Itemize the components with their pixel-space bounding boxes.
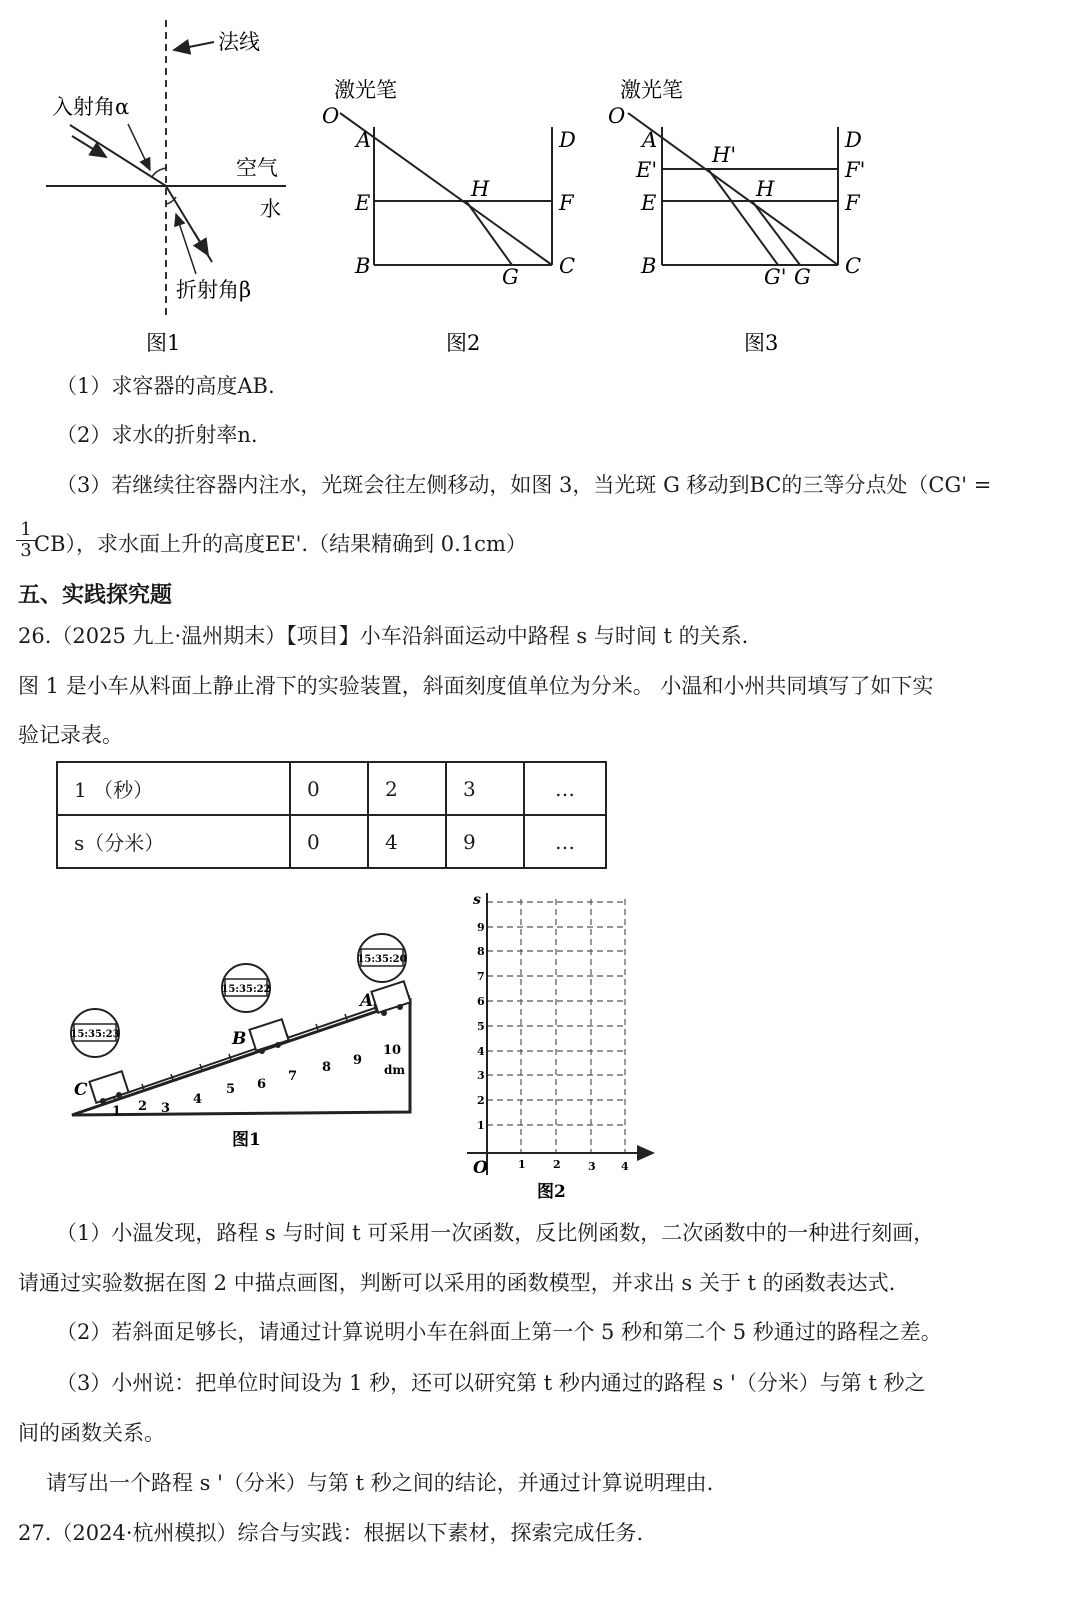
laser-ray-oc: [628, 113, 838, 265]
refraction-label-arrow: [176, 214, 196, 274]
point-label: O: [322, 104, 340, 128]
normal-label-arrow: [174, 42, 214, 50]
q26-part-1-line2: 请通过实验数据在图 2 中描点画图，判断可以采用的函数模型，并求出 s 关于 t 的函数表达式.: [18, 1271, 896, 1295]
laser-ray-oc: [340, 113, 552, 265]
ruler-tick-label: 3: [161, 1101, 171, 1116]
figure-coordinate-grid: [455, 885, 670, 1205]
q26-intro-line2: 验记录表。: [18, 723, 123, 747]
q26-intro-line1: 图 1 是小车从料面上静止滑下的实验装置，斜面刻度值单位为分米。 小温和小州共同填写了如下实: [18, 674, 934, 698]
table-cell: 9: [446, 815, 524, 868]
table-cell: s（分米）: [57, 815, 290, 868]
q26-title: 26.（2025 九上·温州期末）【项目】小车沿斜面运动中路程 s 与时间 t 的关系.: [18, 624, 749, 648]
figure-incline-apparatus: [40, 930, 440, 1160]
y-tick-label: 9: [477, 921, 485, 934]
fraction-denominator: 3: [20, 540, 32, 561]
point-label: E: [641, 191, 657, 215]
point-label: H': [712, 143, 737, 167]
clock-b-time: 15:35:22: [221, 984, 271, 995]
point-label: D: [559, 128, 576, 152]
normal-label: 法线: [218, 30, 260, 54]
figure-2-caption: 图2: [446, 331, 481, 355]
ruler-tick-label: 2: [138, 1099, 148, 1114]
q25-part-2: （2）求水的折射率n.: [56, 423, 258, 447]
q25-part-1: （1）求容器的高度AB.: [56, 374, 275, 398]
cart-a: [371, 981, 410, 1016]
origin-label: O: [473, 1158, 488, 1178]
point-label: E: [355, 191, 371, 215]
point-label: C: [845, 254, 862, 278]
point-label: H: [471, 177, 490, 201]
y-tick-label: 2: [477, 1094, 485, 1107]
ruler-tick-label: 9: [353, 1053, 363, 1068]
table-cell: 4: [368, 815, 446, 868]
incident-ray: [70, 125, 166, 186]
y-tick-label: 1: [477, 1119, 485, 1132]
y-tick-label: 6: [477, 995, 485, 1008]
table-cell: 2: [368, 762, 446, 815]
ruler-unit: dm: [384, 1063, 406, 1077]
cart-a-label: A: [360, 991, 374, 1011]
record-table: [56, 761, 607, 869]
section-title: 五、实践探究题: [18, 583, 173, 608]
q26-part-2: （2）若斜面足够长，请通过计算说明小车在斜面上第一个 5 秒和第二个 5 秒通过的路程之差。: [56, 1320, 942, 1344]
y-tick-label: 5: [477, 1020, 485, 1033]
point-label: G: [794, 265, 811, 289]
y-tick-label: 4: [477, 1045, 485, 1058]
q26-part-3-line1: （3）小州说：把单位时间设为 1 秒，还可以研究第 t 秒内通过的路程 s '（分米）与第 t 秒之: [56, 1371, 926, 1395]
point-label: A: [642, 128, 658, 152]
table-cell: …: [524, 815, 606, 868]
cart-b-label: B: [232, 1029, 247, 1049]
q25-part-3-line2: CB），求水面上升的高度EE'.（结果精确到 0.1cm）: [34, 532, 527, 556]
y-tick-label: 8: [477, 945, 485, 958]
ruler-tick-label: 7: [288, 1069, 298, 1084]
y-axis-label: s: [473, 892, 481, 908]
figure-grid-caption: 图2: [537, 1182, 566, 1202]
point-label: B: [641, 254, 657, 278]
point-label: H: [756, 177, 775, 201]
figure-3-caption: 图3: [744, 331, 779, 355]
incidence-angle-arc: [152, 168, 166, 177]
y-tick-label: 3: [477, 1069, 485, 1082]
ruler-tick-label: 6: [257, 1077, 267, 1092]
table-cell: 3: [446, 762, 524, 815]
point-label: E': [636, 158, 658, 182]
point-label: B: [355, 254, 371, 278]
grid-lines: [487, 899, 625, 1153]
table-row: [57, 815, 606, 868]
point-label: A: [356, 128, 372, 152]
incidence-angle-label: 入射角α: [52, 95, 130, 119]
ruler-tick-label: 10: [383, 1043, 402, 1058]
x-tick-label: 2: [553, 1158, 561, 1171]
point-label: F: [559, 191, 574, 215]
refracted-arrow: [194, 232, 208, 255]
point-label: F: [845, 191, 860, 215]
point-label: C: [559, 254, 576, 278]
refraction-angle-label: 折射角β: [176, 278, 252, 302]
air-label: 空气: [236, 156, 278, 180]
figure-2-title: 激光笔: [334, 78, 397, 102]
x-tick-label: 3: [588, 1160, 596, 1173]
point-label: D: [845, 128, 862, 152]
clock-a-time: 15:35:20: [357, 954, 407, 965]
table-cell: 1 （秒）: [57, 762, 290, 815]
ruler-tick-label: 8: [322, 1060, 332, 1075]
figure-row-top: [0, 0, 1080, 370]
ruler-tick-label: 5: [226, 1082, 236, 1097]
point-label: G': [764, 265, 787, 289]
ruler-tick-label: 4: [193, 1092, 203, 1107]
figure-1-refraction: [46, 20, 286, 355]
q27-title: 27.（2024·杭州模拟）综合与实践：根据以下素材，探索完成任务.: [18, 1521, 644, 1545]
point-label: O: [608, 104, 626, 128]
point-label: F': [845, 158, 866, 182]
q25-part-3-line1: （3）若继续往容器内注水，光斑会往左侧移动，如图 3，当光斑 G 移动到BC的三等分点处（CG' =: [56, 473, 992, 497]
incident-arrow: [72, 136, 106, 157]
figure-incline-caption: 图1: [232, 1130, 261, 1150]
x-tick-label: 4: [621, 1160, 629, 1173]
figure-2-container: [322, 78, 576, 355]
table-cell: …: [524, 762, 606, 815]
table-row: [57, 762, 606, 815]
table-cell: 0: [290, 762, 368, 815]
y-tick-label: 7: [477, 970, 485, 983]
refracted-ray-hg: [466, 201, 512, 265]
table-cell: 0: [290, 815, 368, 868]
q25-fraction: [16, 520, 36, 561]
q26-part-3-line2: 间的函数关系。: [18, 1421, 165, 1445]
ruler-tick-label: 1: [112, 1104, 122, 1119]
q26-part-4: 请写出一个路程 s '（分米）与第 t 秒之间的结论，并通过计算说明理由.: [46, 1471, 714, 1495]
water-label: 水: [260, 197, 281, 221]
clock-c-time: 15:35:23: [70, 1029, 120, 1040]
figure-3-container: [608, 78, 865, 355]
x-tick-label: 1: [518, 1158, 526, 1171]
fraction-numerator: 1: [16, 520, 36, 541]
q26-part-1-line1: （1）小温发现，路程 s 与时间 t 可采用一次函数，反比例函数，二次函数中的一种进行刻画，: [56, 1221, 935, 1245]
cart-c-label: C: [74, 1080, 88, 1100]
point-label: G: [502, 265, 519, 289]
figure-1-caption: 图1: [146, 331, 181, 355]
figure-3-title: 激光笔: [620, 78, 683, 102]
